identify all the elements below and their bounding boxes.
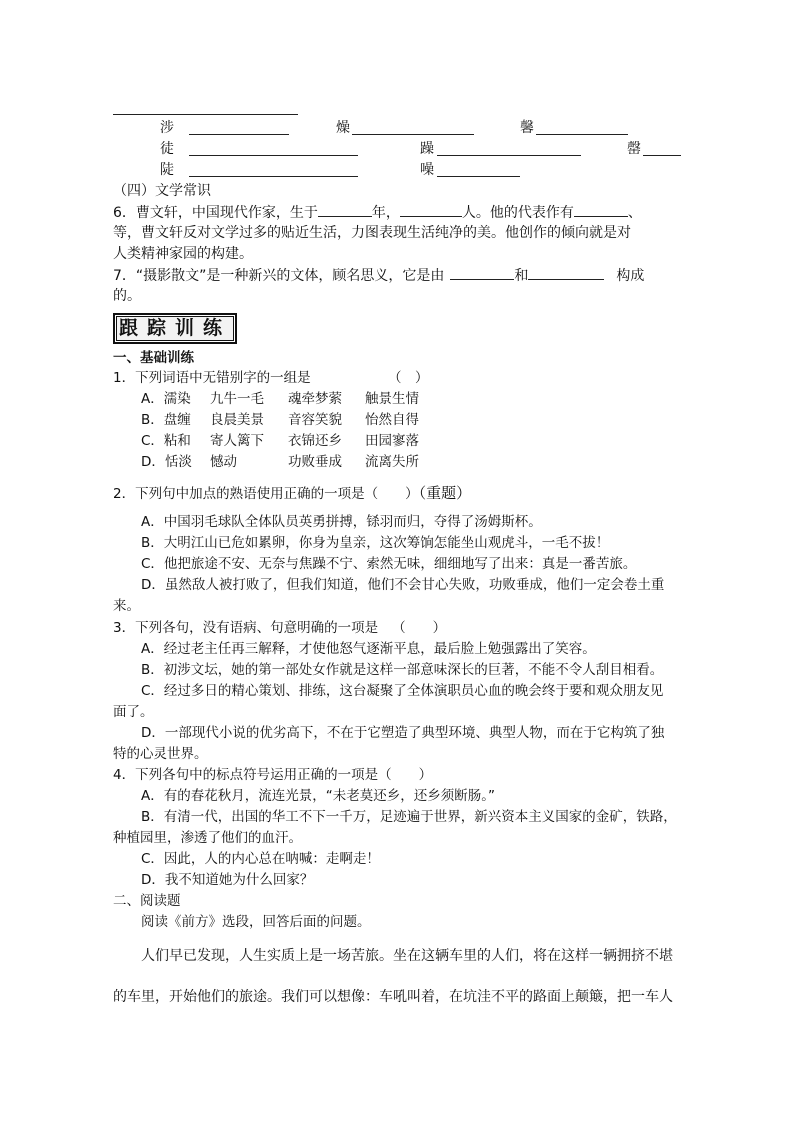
- q1-option-a-1: A．濡染: [141, 391, 191, 407]
- q1-option-a-2: 九牛一毛: [210, 391, 264, 407]
- q1-option-b-1: B．盘缠: [141, 412, 191, 428]
- q2-option-a: A．中国羽毛球队全体队员英勇拼搏，铩羽而归，夺得了汤姆斯杯。: [141, 514, 542, 530]
- q4-option-c: C．因此，人的内心总在呐喊：走啊走！: [141, 851, 380, 867]
- q3-option-b: B．初涉文坛，她的第一部处女作就是这样一部意味深长的巨著，不能不令人刮目相看。: [141, 662, 664, 678]
- q1-option-d-4: 流离失所: [365, 454, 419, 470]
- q6-blank-year[interactable]: [318, 202, 372, 217]
- q6-text-a: 6．曹文轩，中国现代作家，生于: [113, 205, 318, 221]
- q1-option-c-2: 寄人篱下: [210, 433, 264, 449]
- q3-paren: （ ）: [392, 620, 447, 636]
- blank-tu[interactable]: [189, 155, 358, 156]
- q2-option-d-line2: 来。: [113, 598, 140, 614]
- q6-text-c: 人。他的代表作有: [461, 205, 574, 221]
- q1-option-b-4: 怡然自得: [365, 412, 419, 428]
- q4-option-b-line1: B．有清一代，出国的华工不下一千万，足迹遍于世界，新兴资本主义国家的金矿，铁路，: [141, 809, 677, 825]
- q6-blank-works[interactable]: [574, 202, 628, 217]
- char-zao: 燥: [336, 120, 350, 136]
- reading-intro: 阅读《前方》选段，回答后面的问题。: [141, 914, 371, 930]
- q1-option-b-3: 音容笑貌: [288, 412, 342, 428]
- q6-text-b: 年，: [371, 205, 400, 221]
- char-tu: 徒: [160, 141, 174, 157]
- q3-option-d-line1: D．一部现代小说的优劣高下，不在于它塑造了典型环境、典型人物，而在于它构筑了独: [141, 725, 665, 741]
- q2-option-c: C．他把旅途不安、无奈与焦躁不宁、索然无味，细细地写了出来：真是一番苦旅。: [141, 556, 637, 572]
- q4-option-a: A．有的春花秋月，流连光景，“未老莫还乡，还乡须断肠。”: [141, 788, 495, 804]
- q3-option-c-line1: C．经过多日的精心策划、排练，这台凝聚了全体演职员心血的晚会终于要和观众朋友见: [141, 683, 664, 699]
- char-dou: 陡: [160, 162, 174, 178]
- q2-stem-text: 2．下列句中加点的熟语使用正确的一项是（ ）: [113, 486, 419, 502]
- char-zao3: 噪: [420, 162, 434, 178]
- section4-heading: （四）文学常识: [113, 183, 211, 199]
- q1-stem: 1．下列词语中无错别字的一组是: [113, 370, 311, 386]
- q2-option-b: B．大明江山已危如累卵，你身为皇亲，这次筹饷怎能坐山观虎斗，一毛不拔！: [141, 535, 610, 551]
- blank-xin[interactable]: [536, 134, 628, 135]
- q1-option-a-3: 魂牵梦萦: [288, 391, 342, 407]
- q1-option-c-1: C．粘和: [141, 433, 191, 449]
- q7-line1: [113, 265, 644, 286]
- q2-stem: [113, 484, 471, 503]
- passage-line1: 人们早已发现，人生实质上是一场苦旅。坐在这辆车里的人们，将在这样一辆拥挤不堪: [141, 948, 673, 964]
- q1-option-a-4: 触景生情: [365, 391, 419, 407]
- q1-option-c-4: 田园寥落: [365, 433, 419, 449]
- q2-option-d-line1: D．虽然敌人被打败了，但我们知道，他们不会甘心失败，功败垂成，他们一定会卷土重: [141, 577, 665, 593]
- q7-line2: 的。: [113, 288, 141, 304]
- q7-blank-1[interactable]: [450, 265, 514, 280]
- q2-tag: （重题）: [418, 484, 472, 502]
- q4-stem: 4．下列各句中的标点符号运用正确的一项是（ ）: [113, 767, 433, 783]
- char-qing: 罄: [627, 141, 641, 157]
- blank-dou[interactable]: [189, 176, 358, 177]
- q1-option-b-2: 良晨美景: [210, 412, 264, 428]
- blank-she[interactable]: [189, 134, 289, 135]
- q6-blank-place[interactable]: [400, 202, 462, 217]
- q7-text-c: 构成: [616, 268, 645, 284]
- q3-option-c-line2: 面了。: [113, 704, 154, 720]
- q3-option-d-line2: 特的心灵世界。: [113, 746, 208, 762]
- q6-text-d: 、: [627, 205, 642, 221]
- part2-heading: 二、阅读题: [113, 893, 181, 909]
- q6-line1: [113, 202, 642, 223]
- q6-line2: 等，曹文轩反对文学过多的贴近生活，力图表现生活纯净的美。他创作的倾向就是对: [113, 225, 631, 241]
- blank-zao[interactable]: [352, 134, 474, 135]
- q3-stem: [113, 619, 446, 637]
- char-xin: 馨: [520, 120, 534, 136]
- q6-line3: 人类精神家园的构建。: [113, 246, 253, 262]
- q7-blank-2[interactable]: [528, 265, 604, 280]
- part1-heading: 一、基础训练: [113, 350, 194, 366]
- char-she: 涉: [160, 120, 174, 136]
- blank-qing[interactable]: [643, 155, 681, 156]
- q1-option-d-2: 憾动: [210, 454, 237, 470]
- training-title: 跟踪训练: [113, 313, 237, 344]
- q1-option-d-1: D．恬淡: [141, 454, 192, 470]
- q7-text-a: 7．“摄影散文”是一种新兴的文体，顾名思义，它是由: [113, 268, 445, 284]
- char-zao2: 躁: [420, 141, 434, 157]
- q1-option-d-3: 功败垂成: [288, 454, 342, 470]
- q4-option-d: D．我不知道她为什么回家？: [141, 872, 314, 888]
- q4-option-b-line2: 种植园里，渗透了他们的血汗。: [113, 830, 302, 846]
- passage-line2: 的车里，开始他们的旅途。我们可以想像：车吼叫着，在坑洼不平的路面上颠簸，把一车人: [113, 989, 673, 1005]
- blank-zao2[interactable]: [437, 155, 581, 156]
- q1-paren: （ ）: [388, 370, 429, 386]
- q3-option-a: A．经过老主任再三解释，才使他怒气逐渐平息，最后脸上勉强露出了笑容。: [141, 641, 596, 657]
- blank-zao3[interactable]: [437, 176, 520, 177]
- q3-stem-text: 3．下列各句，没有语病、句意明确的一项是: [113, 620, 379, 636]
- top-rule: [113, 114, 298, 115]
- q1-option-c-3: 衣锦还乡: [288, 433, 342, 449]
- q7-text-b: 和: [514, 268, 529, 284]
